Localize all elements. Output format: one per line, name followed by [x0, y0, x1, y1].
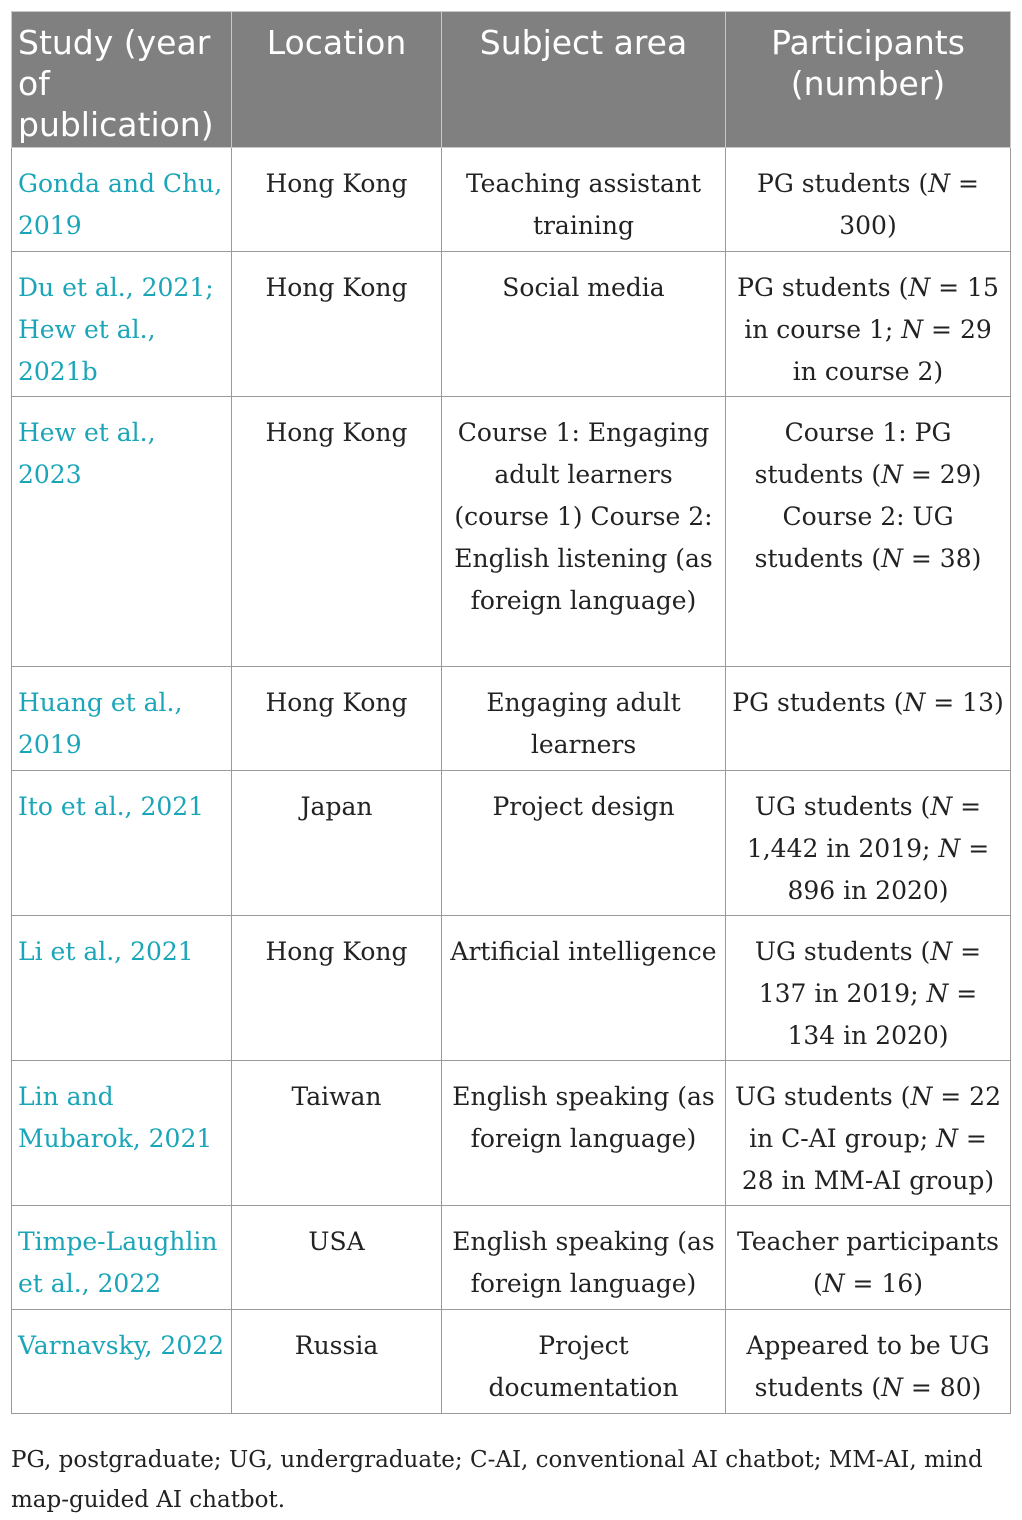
- table-row: [12, 1061, 1011, 1206]
- study-link[interactable]: Li et al., 2021: [12, 916, 232, 1061]
- studies-table-container: [11, 11, 1010, 1414]
- subject-cell: Social media: [442, 252, 726, 397]
- header-location: Location: [232, 12, 442, 148]
- subject-cell: Engaging adult learners: [442, 667, 726, 771]
- subject-cell: Artificial intelligence: [442, 916, 726, 1061]
- participants-cell: UG students (N = 1,442 in 2019; N = 896 in 2020): [726, 771, 1011, 916]
- table-header-row: [12, 12, 1011, 148]
- location-cell: Japan: [232, 771, 442, 916]
- studies-table: [11, 11, 1011, 1414]
- participants-cell: Course 1: PG students (N = 29) Course 2: UG students (N = 38): [726, 397, 1011, 667]
- study-link[interactable]: Varnavsky, 2022: [12, 1310, 232, 1414]
- study-link[interactable]: Timpe-Laughlin et al., 2022: [12, 1206, 232, 1310]
- study-link[interactable]: Hew et al., 2023: [12, 397, 232, 667]
- subject-cell: Project design: [442, 771, 726, 916]
- table-row: [12, 1310, 1011, 1414]
- table-row: [12, 667, 1011, 771]
- study-link[interactable]: Ito et al., 2021: [12, 771, 232, 916]
- header-study: Study (year of publication): [12, 12, 232, 148]
- header-participants: Participants (number): [726, 12, 1011, 148]
- location-cell: Hong Kong: [232, 397, 442, 667]
- table-row: [12, 148, 1011, 252]
- participants-cell: UG students (N = 22 in C-AI group; N = 28 in MM-AI group): [726, 1061, 1011, 1206]
- location-cell: Hong Kong: [232, 667, 442, 771]
- subject-cell: Project documentation: [442, 1310, 726, 1414]
- participants-cell: UG students (N = 137 in 2019; N = 134 in 2020): [726, 916, 1011, 1061]
- table-row: [12, 397, 1011, 667]
- study-link[interactable]: Du et al., 2021; Hew et al., 2021b: [12, 252, 232, 397]
- table-row: [12, 252, 1011, 397]
- location-cell: Hong Kong: [232, 148, 442, 252]
- location-cell: Russia: [232, 1310, 442, 1414]
- subject-cell: English speaking (as foreign language): [442, 1061, 726, 1206]
- study-link[interactable]: Huang et al., 2019: [12, 667, 232, 771]
- participants-cell: PG students (N = 300): [726, 148, 1011, 252]
- table-row: [12, 771, 1011, 916]
- table-footnote: PG, postgraduate; UG, undergraduate; C-AI, conventional AI chatbot; MM-AI, mind map-guided AI chatbot.: [11, 1447, 983, 1513]
- location-cell: Hong Kong: [232, 252, 442, 397]
- location-cell: Taiwan: [232, 1061, 442, 1206]
- participants-cell: PG students (N = 15 in course 1; N = 29 in course 2): [726, 252, 1011, 397]
- participants-cell: Teacher participants (N = 16): [726, 1206, 1011, 1310]
- participants-cell: Appeared to be UG students (N = 80): [726, 1310, 1011, 1414]
- subject-cell: English speaking (as foreign language): [442, 1206, 726, 1310]
- subject-cell: Course 1: Engaging adult learners (course 1) Course 2: English listening (as foreign language): [442, 397, 726, 667]
- subject-cell: Teaching assistant training: [442, 148, 726, 252]
- study-link[interactable]: Gonda and Chu, 2019: [12, 148, 232, 252]
- header-subject-area: Subject area: [442, 12, 726, 148]
- table-row: [12, 1206, 1011, 1310]
- table-row: [12, 916, 1011, 1061]
- location-cell: Hong Kong: [232, 916, 442, 1061]
- location-cell: USA: [232, 1206, 442, 1310]
- participants-cell: PG students (N = 13): [726, 667, 1011, 771]
- study-link[interactable]: Lin and Mubarok, 2021: [12, 1061, 232, 1206]
